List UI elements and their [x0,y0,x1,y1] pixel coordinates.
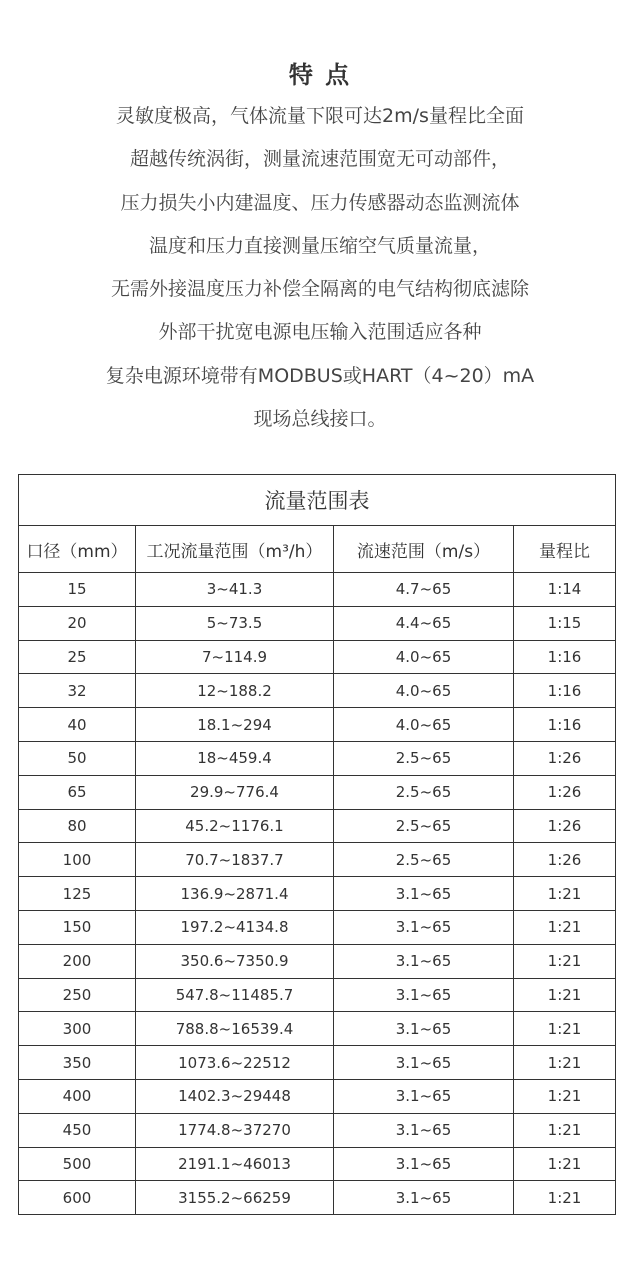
cell-flow-range: 2191.1~46013 [136,1147,334,1181]
table-row [19,640,616,674]
header-turndown-ratio: 量程比 [514,526,616,573]
table-row [19,910,616,944]
cell-diameter: 100 [19,843,136,877]
cell-diameter: 250 [19,978,136,1012]
feature-line: 超越传统涡街，测量流速范围宽无可动部件， [129,148,510,171]
cell-turndown-ratio: 1:26 [514,775,616,809]
cell-flow-range: 547.8~11485.7 [136,978,334,1012]
table-row [19,944,616,978]
header-flow-range: 工况流量范围（m³/h） [136,526,334,573]
table-row [19,606,616,640]
cell-turndown-ratio: 1:21 [514,910,616,944]
feature-line: 复杂电源环境带有MODBUS或HART（4~20）mA [105,364,535,387]
cell-velocity-range: 3.1~65 [334,1046,514,1080]
table-row [19,809,616,843]
cell-velocity-range: 2.5~65 [334,775,514,809]
cell-flow-range: 70.7~1837.7 [136,843,334,877]
cell-flow-range: 45.2~1176.1 [136,809,334,843]
flow-range-table-container [18,474,615,1215]
cell-velocity-range: 2.5~65 [334,809,514,843]
cell-diameter: 40 [19,708,136,742]
feature-line: 温度和压力直接测量压缩空气质量流量， [148,234,491,257]
page-title: 特 点 [288,61,352,89]
cell-velocity-range: 4.0~65 [334,708,514,742]
cell-diameter: 50 [19,741,136,775]
cell-velocity-range: 3.1~65 [334,1012,514,1046]
cell-velocity-range: 3.1~65 [334,1181,514,1215]
cell-turndown-ratio: 1:16 [514,674,616,708]
table-title: 流量范围表 [19,475,616,526]
header-velocity-range: 流速范围（m/s） [334,526,514,573]
cell-turndown-ratio: 1:26 [514,741,616,775]
table-row [19,741,616,775]
cell-flow-range: 29.9~776.4 [136,775,334,809]
cell-turndown-ratio: 1:21 [514,877,616,911]
feature-list [0,100,640,446]
cell-diameter: 400 [19,1079,136,1113]
table-row [19,708,616,742]
table-title-row [19,475,616,526]
cell-flow-range: 350.6~7350.9 [136,944,334,978]
cell-velocity-range: 3.1~65 [334,877,514,911]
feature-line: 灵敏度极高，气体流量下限可达2m/s量程比全面 [116,105,524,127]
cell-velocity-range: 3.1~65 [334,1079,514,1113]
cell-turndown-ratio: 1:21 [514,1113,616,1147]
cell-turndown-ratio: 1:21 [514,1181,616,1215]
cell-diameter: 15 [19,573,136,607]
cell-flow-range: 5~73.5 [136,606,334,640]
cell-flow-range: 1774.8~37270 [136,1113,334,1147]
table-row [19,674,616,708]
cell-turndown-ratio: 1:16 [514,640,616,674]
cell-diameter: 80 [19,809,136,843]
table-row [19,877,616,911]
cell-turndown-ratio: 1:21 [514,978,616,1012]
cell-flow-range: 18.1~294 [136,708,334,742]
cell-flow-range: 1402.3~29448 [136,1079,334,1113]
cell-turndown-ratio: 1:15 [514,606,616,640]
cell-flow-range: 12~188.2 [136,674,334,708]
table-row [19,573,616,607]
cell-velocity-range: 4.4~65 [334,606,514,640]
cell-flow-range: 18~459.4 [136,741,334,775]
cell-turndown-ratio: 1:21 [514,1046,616,1080]
cell-velocity-range: 3.1~65 [334,1113,514,1147]
cell-velocity-range: 4.0~65 [334,640,514,674]
table-row [19,1147,616,1181]
cell-flow-range: 136.9~2871.4 [136,877,334,911]
table-header-row [19,526,616,573]
cell-diameter: 25 [19,640,136,674]
cell-diameter: 300 [19,1012,136,1046]
cell-velocity-range: 2.5~65 [334,741,514,775]
cell-diameter: 65 [19,775,136,809]
flow-range-table [18,474,616,1215]
cell-diameter: 450 [19,1113,136,1147]
cell-velocity-range: 4.7~65 [334,573,514,607]
cell-turndown-ratio: 1:14 [514,573,616,607]
cell-diameter: 350 [19,1046,136,1080]
cell-velocity-range: 3.1~65 [334,944,514,978]
table-row [19,1181,616,1215]
cell-flow-range: 197.2~4134.8 [136,910,334,944]
cell-velocity-range: 3.1~65 [334,910,514,944]
feature-line: 外部干扰宽电源电压输入范围适应各种 [158,321,482,344]
table-row [19,843,616,877]
cell-velocity-range: 4.0~65 [334,674,514,708]
cell-velocity-range: 2.5~65 [334,843,514,877]
cell-velocity-range: 3.1~65 [334,1147,514,1181]
cell-flow-range: 788.8~16539.4 [136,1012,334,1046]
cell-diameter: 150 [19,910,136,944]
cell-turndown-ratio: 1:21 [514,1079,616,1113]
cell-turndown-ratio: 1:16 [514,708,616,742]
cell-turndown-ratio: 1:26 [514,843,616,877]
cell-velocity-range: 3.1~65 [334,978,514,1012]
cell-diameter: 125 [19,877,136,911]
table-row [19,775,616,809]
cell-flow-range: 1073.6~22512 [136,1046,334,1080]
cell-flow-range: 3155.2~66259 [136,1181,334,1215]
cell-diameter: 32 [19,674,136,708]
feature-line: 现场总线接口。 [253,408,387,431]
table-body [19,573,616,1215]
header-diameter: 口径（mm） [19,526,136,573]
table-row [19,1046,616,1080]
cell-turndown-ratio: 1:21 [514,944,616,978]
table-row [19,1012,616,1046]
table-row [19,1113,616,1147]
feature-line: 无需外接温度压力补偿全隔离的电气结构彻底滤除 [110,278,529,301]
cell-turndown-ratio: 1:21 [514,1147,616,1181]
cell-diameter: 600 [19,1181,136,1215]
table-row [19,1079,616,1113]
cell-diameter: 200 [19,944,136,978]
cell-flow-range: 7~114.9 [136,640,334,674]
table-row [19,978,616,1012]
cell-turndown-ratio: 1:21 [514,1012,616,1046]
cell-turndown-ratio: 1:26 [514,809,616,843]
feature-line: 压力损失小内建温度、压力传感器动态监测流体 [120,191,520,214]
cell-diameter: 500 [19,1147,136,1181]
cell-flow-range: 3~41.3 [136,573,334,607]
cell-diameter: 20 [19,606,136,640]
